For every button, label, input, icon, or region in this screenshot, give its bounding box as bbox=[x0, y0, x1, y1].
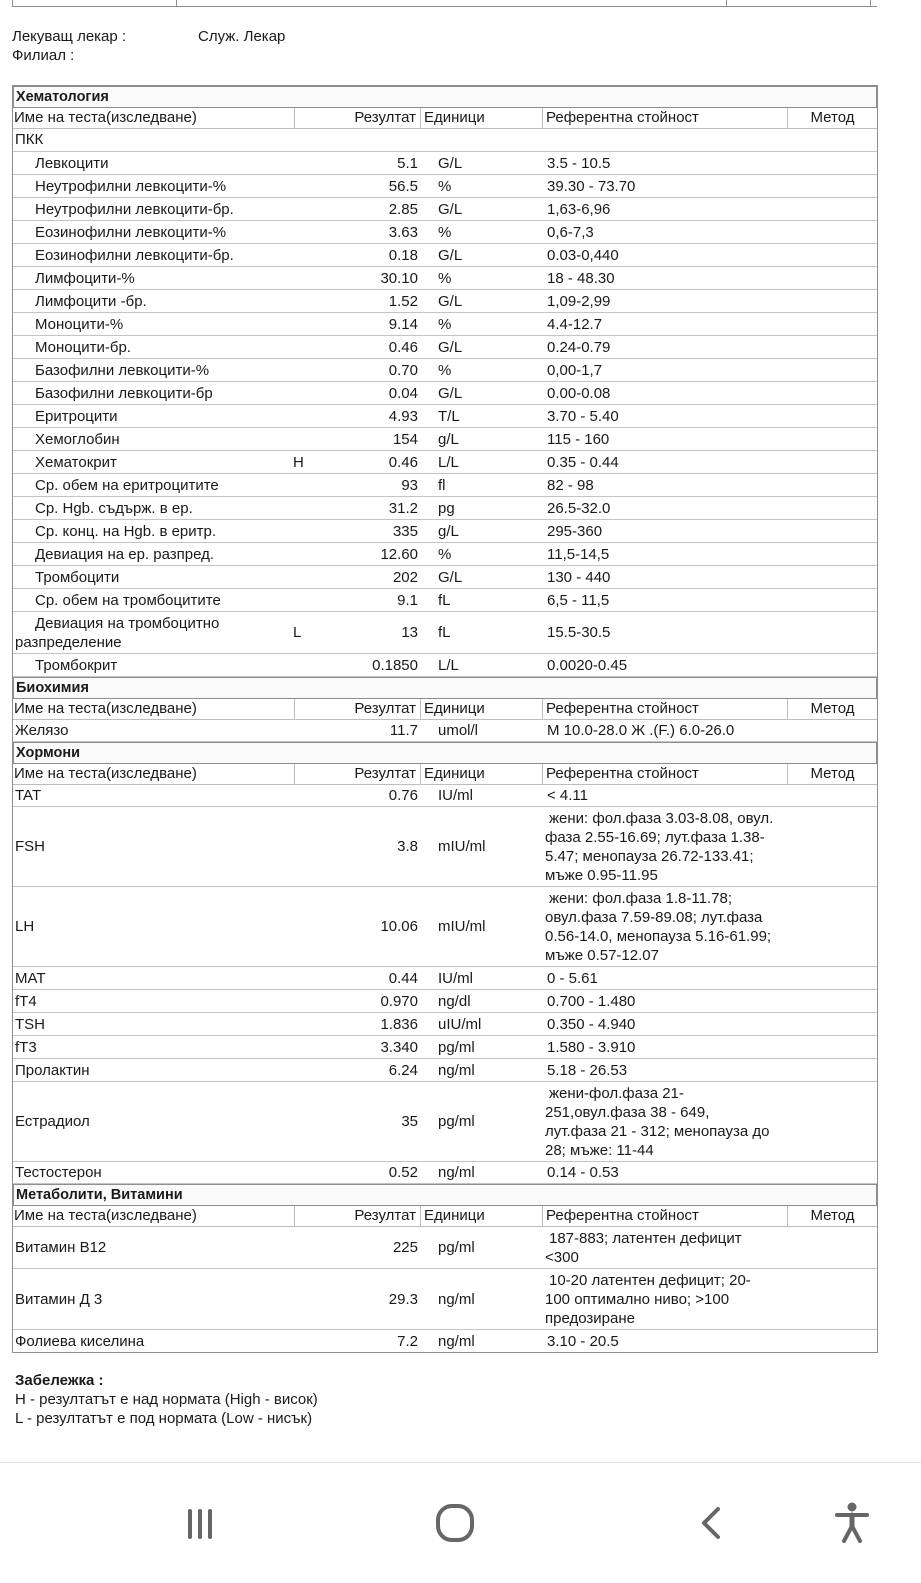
result-flag: L bbox=[293, 624, 302, 641]
result-unit: ng/ml bbox=[438, 1164, 475, 1181]
test-name: fT3 bbox=[15, 1038, 37, 1056]
result-row bbox=[13, 290, 877, 313]
col-reference-header: Референтна стойност bbox=[543, 699, 788, 719]
result-row bbox=[13, 1330, 877, 1352]
result-value: 0.970 bbox=[380, 992, 418, 1010]
reference-range: 1,09-2,99 bbox=[547, 292, 611, 310]
treating-doctor-label: Лекуващ лекар : bbox=[12, 28, 127, 45]
test-name: Тестостерон bbox=[15, 1164, 102, 1181]
result-value: 2.85 bbox=[388, 200, 418, 218]
result-row bbox=[13, 382, 877, 405]
reference-range: 1,63-6,96 bbox=[547, 200, 611, 218]
reference-range: М 10.0-28.0 Ж .(F.) 6.0-26.0 bbox=[547, 722, 735, 739]
result-row bbox=[13, 720, 877, 742]
result-value: 202 bbox=[392, 568, 418, 586]
result-unit: fL bbox=[438, 591, 451, 609]
result-value: 35 bbox=[401, 1113, 418, 1130]
result-row bbox=[13, 1059, 877, 1082]
result-unit: g/L bbox=[438, 522, 459, 540]
result-value: 7.2 bbox=[397, 1332, 418, 1350]
reference-range: 0.350 - 4.940 bbox=[547, 1015, 636, 1033]
test-name: Лимфоцити -бр. bbox=[35, 292, 147, 310]
reference-range bbox=[543, 1229, 793, 1267]
reference-line: предозиране bbox=[545, 1309, 635, 1327]
reference-line: лут.фаза 21 - 312; менопауза до bbox=[545, 1122, 770, 1140]
notes-low-line: L - резултатът е под нормата (Low - нисък) bbox=[15, 1410, 313, 1427]
result-row bbox=[13, 175, 877, 198]
notes-title: Забележка : bbox=[15, 1372, 104, 1389]
col-reference-header: Референтна стойност bbox=[543, 1206, 788, 1226]
result-row bbox=[13, 1036, 877, 1059]
test-name: TAT bbox=[15, 787, 42, 804]
col-unit-header: Единици bbox=[421, 699, 543, 719]
test-name: Хемоглобин bbox=[35, 430, 120, 448]
reference-range: 11,5-14,5 bbox=[547, 545, 610, 563]
test-name-line: разпределение bbox=[15, 633, 122, 651]
reference-line: <300 bbox=[545, 1248, 579, 1266]
reference-range: 3.70 - 5.40 bbox=[547, 407, 619, 425]
test-name: Неутрофилни левкоцити-бр. bbox=[35, 200, 234, 218]
system-navigation-bar bbox=[0, 1462, 921, 1583]
result-row bbox=[13, 428, 877, 451]
reference-range: 0,00-1,7 bbox=[547, 361, 603, 379]
reference-line: 0.56-14.0, менопауза 5.16-61.99; bbox=[545, 927, 772, 945]
reference-range: 0.0020-0.45 bbox=[547, 656, 628, 674]
col-name-header: Име на теста(изследване) bbox=[13, 764, 295, 784]
result-row bbox=[13, 654, 877, 677]
branch-label: Филиал : bbox=[12, 47, 75, 64]
result-value: 4.93 bbox=[388, 407, 418, 425]
section-title: Биохимия bbox=[13, 677, 877, 699]
result-unit: umol/l bbox=[438, 722, 479, 739]
result-unit: g/L bbox=[438, 430, 459, 448]
test-name: Фолиева киселина bbox=[15, 1332, 145, 1350]
result-row bbox=[13, 967, 877, 990]
result-unit: G/L bbox=[438, 292, 463, 310]
result-unit: G/L bbox=[438, 338, 463, 356]
col-method-header: Метод bbox=[810, 765, 855, 782]
reference-range: 115 - 160 bbox=[547, 430, 610, 448]
col-reference-header: Референтна стойност bbox=[543, 764, 788, 784]
test-name: TSH bbox=[15, 1015, 45, 1033]
result-unit: mIU/ml bbox=[438, 918, 486, 935]
result-value: 9.1 bbox=[397, 591, 418, 609]
reference-range: 0.35 - 0.44 bbox=[547, 453, 619, 471]
reference-line: овул.фаза 7.59-89.08; лут.фаза bbox=[545, 908, 763, 926]
result-row bbox=[13, 1269, 877, 1330]
reference-range: 1.580 - 3.910 bbox=[547, 1038, 636, 1056]
notes-high-line: H - резултатът е над нормата (High - висок) bbox=[15, 1391, 318, 1408]
result-value: 3.63 bbox=[388, 223, 418, 241]
test-name: Еритроцити bbox=[35, 407, 118, 425]
result-value: 0.44 bbox=[388, 969, 418, 987]
reference-line: 5.47; менопауза 26.72-133.41; bbox=[545, 847, 754, 865]
reference-range: 130 - 440 bbox=[547, 568, 611, 586]
reference-range: 3.5 - 10.5 bbox=[547, 154, 611, 172]
result-value: 0.1850 bbox=[372, 656, 418, 674]
reference-range bbox=[543, 889, 793, 965]
result-row bbox=[13, 807, 877, 887]
reference-line: жени: фол.фаза 1.8-11.78; bbox=[549, 889, 732, 907]
reference-range: 295-360 bbox=[547, 522, 603, 540]
result-unit: IU/ml bbox=[438, 787, 473, 804]
result-row bbox=[13, 887, 877, 967]
result-row bbox=[13, 359, 877, 382]
test-name: Еозинофилни левкоцити-бр. bbox=[35, 246, 234, 264]
result-value: 56.5 bbox=[388, 177, 418, 195]
reference-range: 39.30 - 73.70 bbox=[547, 177, 636, 195]
result-value: 0.70 bbox=[388, 361, 418, 379]
test-name bbox=[13, 614, 293, 652]
result-unit: pg/ml bbox=[438, 1239, 475, 1256]
result-unit: % bbox=[438, 223, 452, 241]
result-row bbox=[13, 244, 877, 267]
result-value: 93 bbox=[401, 476, 418, 494]
section-title: Метаболити, Витамини bbox=[13, 1184, 877, 1206]
result-value: 335 bbox=[392, 522, 418, 540]
result-row bbox=[13, 566, 877, 589]
reference-range: 0,6-7,3 bbox=[547, 223, 594, 241]
result-value: 0.46 bbox=[388, 453, 418, 471]
result-unit: pg/ml bbox=[438, 1113, 475, 1130]
col-method-header: Метод bbox=[810, 1207, 855, 1224]
reference-range bbox=[543, 1084, 793, 1160]
reference-range bbox=[543, 1271, 793, 1328]
reference-range: 0.700 - 1.480 bbox=[547, 992, 636, 1010]
result-unit: T/L bbox=[438, 407, 460, 425]
result-row bbox=[13, 1082, 877, 1162]
column-header-row bbox=[13, 699, 877, 720]
reference-line: жени: фол.фаза 3.03-8.08, овул. bbox=[549, 809, 774, 827]
test-name: Ср. обем на еритроцитите bbox=[35, 476, 219, 494]
result-row bbox=[13, 1227, 877, 1269]
test-name: Ср. обем на тромбоцитите bbox=[35, 591, 221, 609]
test-name: Пролактин bbox=[15, 1061, 90, 1079]
reference-line: жени-фол.фаза 21- bbox=[549, 1084, 684, 1102]
test-name: Моноцити-% bbox=[35, 315, 124, 333]
result-unit: % bbox=[438, 269, 452, 287]
test-name: Ср. Hgb. съдърж. в ер. bbox=[35, 499, 193, 517]
result-value: 31.2 bbox=[388, 499, 418, 517]
back-icon[interactable] bbox=[682, 1493, 742, 1553]
col-method-header: Метод bbox=[810, 109, 855, 126]
recent-apps-icon[interactable] bbox=[170, 1493, 230, 1553]
test-name: Девиация на ер. разпред. bbox=[35, 545, 215, 563]
result-value: 154 bbox=[392, 430, 418, 448]
lab-results-table bbox=[12, 85, 878, 1353]
home-icon[interactable] bbox=[425, 1493, 485, 1553]
result-row bbox=[13, 336, 877, 359]
result-value: 6.24 bbox=[388, 1061, 418, 1079]
result-value: 5.1 bbox=[397, 154, 418, 172]
reference-range: 0.03-0,440 bbox=[547, 246, 619, 264]
reference-line: 187-883; латентен дефицит bbox=[549, 1229, 742, 1247]
result-value: 12.60 bbox=[380, 545, 418, 563]
result-unit: G/L bbox=[438, 154, 463, 172]
result-row bbox=[13, 589, 877, 612]
reference-line: 100 оптимално ниво; >100 bbox=[545, 1290, 730, 1308]
result-unit: ng/ml bbox=[438, 1061, 475, 1079]
result-unit: % bbox=[438, 315, 452, 333]
test-name: Еозинофилни левкоцити-% bbox=[35, 223, 227, 241]
reference-line: фаза 2.55-16.69; лут.фаза 1.38- bbox=[545, 828, 765, 846]
result-unit: fL bbox=[438, 624, 451, 641]
result-value: 11.7 bbox=[389, 722, 418, 739]
reference-range: 26.5-32.0 bbox=[547, 499, 611, 517]
result-flag: H bbox=[293, 453, 304, 471]
col-result-header: Резултат bbox=[295, 108, 421, 128]
reference-range: 4.4-12.7 bbox=[547, 315, 603, 333]
result-value: 0.46 bbox=[388, 338, 418, 356]
test-name: Тромбокрит bbox=[35, 656, 118, 674]
result-value: 0.04 bbox=[388, 384, 418, 402]
test-name: Естрадиол bbox=[15, 1113, 90, 1130]
col-name-header: Име на теста(изследване) bbox=[13, 1206, 295, 1226]
col-name-header: Име на теста(изследване) bbox=[13, 108, 295, 128]
test-name: Желязо bbox=[15, 722, 69, 739]
reference-range: 18 - 48.30 bbox=[547, 269, 615, 287]
result-unit: % bbox=[438, 177, 452, 195]
result-value: 0.18 bbox=[388, 246, 418, 264]
reference-line: мъже 0.95-11.95 bbox=[545, 866, 658, 884]
result-unit: G/L bbox=[438, 200, 463, 218]
test-name: Витамин Д 3 bbox=[15, 1290, 103, 1308]
section-title: Хематология bbox=[13, 86, 877, 108]
test-name-line: Девиация на тромбоцитно bbox=[35, 614, 220, 632]
reference-range: 3.10 - 20.5 bbox=[547, 1332, 619, 1350]
result-value: 0.76 bbox=[388, 787, 418, 804]
reference-range bbox=[543, 809, 793, 885]
test-name: MAT bbox=[15, 969, 46, 987]
result-row bbox=[13, 990, 877, 1013]
result-unit: IU/ml bbox=[438, 969, 473, 987]
result-row bbox=[13, 313, 877, 336]
result-unit: ng/dl bbox=[438, 992, 471, 1010]
notes bbox=[15, 1371, 318, 1428]
result-unit: L/L bbox=[438, 453, 459, 471]
result-value: 3.340 bbox=[380, 1038, 418, 1056]
test-name: Базофилни левкоцити-бр bbox=[35, 384, 213, 402]
result-value: 1.836 bbox=[380, 1015, 418, 1033]
reference-line: 251,овул.фаза 38 - 649, bbox=[545, 1103, 710, 1121]
result-unit: G/L bbox=[438, 568, 463, 586]
test-name: Витамин B12 bbox=[15, 1239, 107, 1256]
previous-table-edge bbox=[0, 0, 921, 8]
reference-range: 15.5-30.5 bbox=[547, 624, 611, 641]
reference-line: 10-20 латентен дефицит; 20- bbox=[549, 1271, 751, 1289]
reference-range: 0 - 5.61 bbox=[547, 969, 598, 987]
section-title: Хормони bbox=[13, 742, 877, 764]
result-row bbox=[13, 451, 877, 474]
test-name: Неутрофилни левкоцити-% bbox=[35, 177, 227, 195]
result-unit: % bbox=[438, 361, 452, 379]
result-value: 1.52 bbox=[388, 292, 418, 310]
col-unit-header: Единици bbox=[421, 1206, 543, 1226]
col-unit-header: Единици bbox=[421, 108, 543, 128]
result-unit: mIU/ml bbox=[438, 838, 486, 855]
result-unit: G/L bbox=[438, 246, 463, 264]
reference-range: 0.24-0.79 bbox=[547, 338, 611, 356]
reference-range: 0.14 - 0.53 bbox=[547, 1164, 619, 1181]
doctor-info bbox=[12, 27, 285, 65]
test-name: Хематокрит bbox=[35, 453, 117, 471]
reference-range: < 4.11 bbox=[547, 787, 589, 804]
column-header-row bbox=[13, 1206, 877, 1227]
result-row bbox=[13, 1162, 877, 1184]
result-row bbox=[13, 1013, 877, 1036]
test-name: Ср. конц. на Hgb. в еритр. bbox=[35, 522, 217, 540]
test-name: Тромбоцити bbox=[35, 568, 120, 586]
result-unit: ng/ml bbox=[438, 1332, 475, 1350]
result-row bbox=[13, 612, 877, 654]
result-row bbox=[13, 497, 877, 520]
result-row bbox=[13, 405, 877, 428]
test-name: Лимфоцити-% bbox=[35, 269, 135, 287]
result-unit: ng/ml bbox=[438, 1290, 475, 1308]
test-name: Левкоцити bbox=[35, 154, 109, 172]
result-row bbox=[13, 198, 877, 221]
col-reference-header: Референтна стойност bbox=[543, 108, 788, 128]
reference-line: мъже 0.57-12.07 bbox=[545, 946, 659, 964]
result-value: 0.52 bbox=[388, 1164, 418, 1181]
col-unit-header: Единици bbox=[421, 764, 543, 784]
result-value: 30.10 bbox=[380, 269, 418, 287]
result-value: 13 bbox=[401, 624, 418, 641]
result-unit: L/L bbox=[438, 656, 459, 674]
result-row bbox=[13, 221, 877, 244]
column-header-row bbox=[13, 108, 877, 129]
reference-range: 6,5 - 11,5 bbox=[547, 591, 610, 609]
result-row bbox=[13, 152, 877, 175]
col-result-header: Резултат bbox=[295, 764, 421, 784]
result-unit: pg bbox=[438, 499, 455, 517]
result-unit: uIU/ml bbox=[438, 1015, 482, 1033]
reference-range: 0.00-0.08 bbox=[547, 384, 611, 402]
col-result-header: Резултат bbox=[295, 1206, 421, 1226]
col-result-header: Резултат bbox=[295, 699, 421, 719]
result-row bbox=[13, 785, 877, 807]
test-name: FSH bbox=[15, 838, 45, 855]
treating-doctor-value: Служ. Лекар bbox=[198, 28, 286, 45]
result-value: 9.14 bbox=[388, 315, 418, 333]
reference-range: 82 - 98 bbox=[547, 476, 594, 494]
result-value: 10.06 bbox=[380, 918, 418, 935]
result-row bbox=[13, 267, 877, 290]
reference-line: 28; мъже: 11-44 bbox=[545, 1141, 654, 1159]
result-unit: G/L bbox=[438, 384, 463, 402]
test-name: LH bbox=[15, 918, 35, 935]
result-value: 225 bbox=[392, 1239, 418, 1256]
test-group-label: ПКК bbox=[13, 129, 877, 152]
result-row bbox=[13, 474, 877, 497]
col-name-header: Име на теста(изследване) bbox=[13, 699, 295, 719]
test-name: Базофилни левкоцити-% bbox=[35, 361, 210, 379]
accessibility-icon[interactable] bbox=[822, 1493, 882, 1553]
result-value: 29.3 bbox=[388, 1290, 418, 1308]
col-method-header: Метод bbox=[810, 700, 855, 717]
result-value: 3.8 bbox=[397, 838, 418, 855]
result-unit: % bbox=[438, 545, 452, 563]
reference-range: 5.18 - 26.53 bbox=[547, 1061, 628, 1079]
result-unit: pg/ml bbox=[438, 1038, 475, 1056]
test-name: Моноцити-бр. bbox=[35, 338, 131, 356]
column-header-row bbox=[13, 764, 877, 785]
result-unit: fl bbox=[438, 476, 446, 494]
test-name: fT4 bbox=[15, 992, 37, 1010]
result-row bbox=[13, 520, 877, 543]
result-row bbox=[13, 543, 877, 566]
